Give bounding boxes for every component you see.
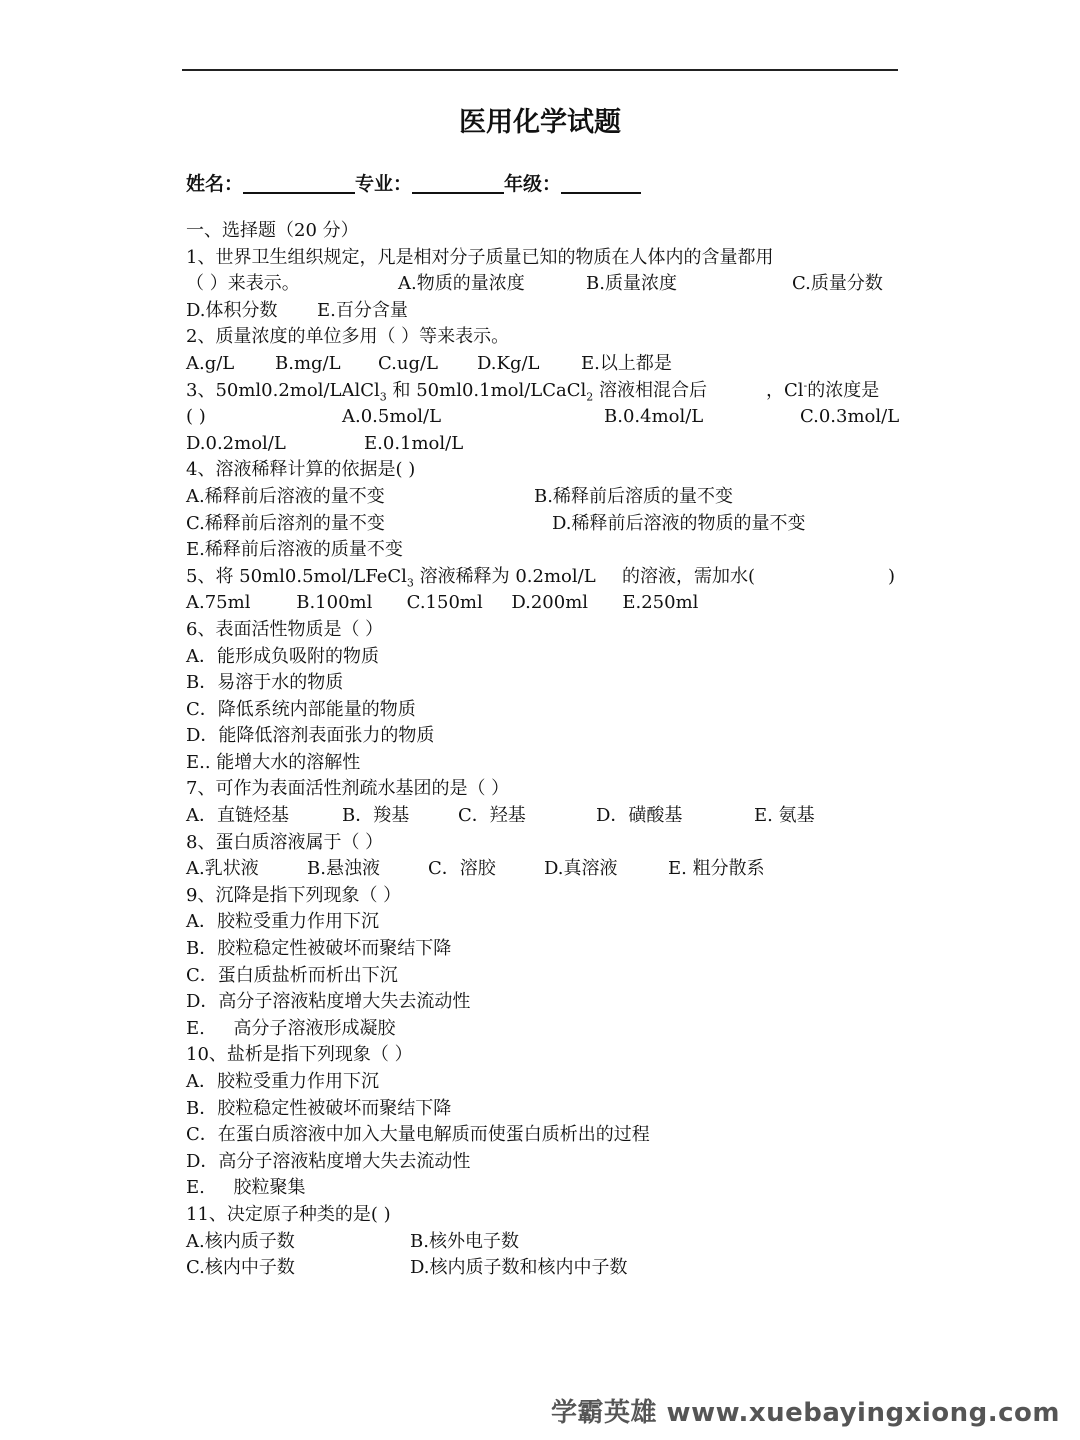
q10-option-c: C．在蛋白质溶液中加入大量电解质而使蛋白质析出的过程 [186, 1124, 650, 1146]
section-heading: 一、选择题（20 分） [186, 220, 359, 241]
q11-option-c: C.核内中子数 [186, 1257, 295, 1279]
q2-option-d: D.Kg/L [477, 352, 540, 374]
q3-text-1: 3、50ml0.2mol/LAlCl [186, 379, 380, 401]
q9-option-e: E. 高分子溶液形成凝胶 [186, 1017, 396, 1039]
q2-stem: 2、质量浓度的单位多用（ ）等来表示。 [186, 326, 510, 348]
q4-option-a: A.稀释前后溶液的量不变 [186, 485, 385, 507]
q1-option-c: C.质量分数 [792, 273, 883, 295]
q2-options [186, 351, 898, 378]
q1-stem-cont: （ ）来表示。 [186, 273, 300, 295]
q1-stem: 1、世界卫生组织规定，凡是相对分子质量已知的物质在人体内的含量都用 [186, 246, 774, 268]
q9-option-d: D．高分子溶液粘度增大失去流动性 [186, 991, 471, 1013]
q2-option-c: C.ug/L [378, 352, 438, 374]
student-info [186, 169, 641, 196]
q3-option-d: D.0.2mol/L [186, 432, 286, 454]
q5-close-paren: ) [888, 565, 896, 587]
q1-line3 [186, 298, 898, 325]
q5-subscript: 3 [406, 576, 414, 590]
q9-stem: 9、沉降是指下列现象（ ） [186, 884, 402, 906]
q8-option-a: A.乳状液 [186, 858, 259, 880]
q3-stem-text [186, 378, 707, 405]
q10-stem: 10、盐析是指下列现象（ ） [186, 1044, 413, 1066]
q9-option-a: A．胶粒受重力作用下沉 [186, 911, 379, 933]
q1-option-b: B.质量浓度 [586, 273, 677, 295]
q4-option-e: E.稀释前后溶液的质量不变 [186, 539, 403, 561]
q1-option-d: D.体积分数 [186, 299, 278, 321]
q2-option-b: B.mg/L [275, 352, 341, 374]
q8-option-d: D.真溶液 [544, 858, 618, 880]
q3-line3 [186, 431, 898, 458]
q1-option-a: A.物质的量浓度 [398, 273, 525, 295]
q1-line2 [186, 271, 898, 298]
exam-body [186, 218, 898, 1282]
q3-option-c: C.0.3mol/L [800, 406, 900, 428]
q3-paren: ( ) [186, 406, 206, 428]
name-field[interactable] [243, 172, 355, 194]
q4-option-d: D.稀释前后溶液的物质的量不变 [552, 512, 806, 534]
q3-text-2: 和 50ml0.1mol/LCaCl [386, 379, 587, 401]
q11-option-b: B.核外电子数 [410, 1230, 519, 1252]
q6-option-a: A．能形成负吸附的物质 [186, 645, 379, 667]
q11-line1 [186, 1229, 898, 1256]
major-label: 专业： [355, 173, 413, 195]
page-title: 医用化学试题 [459, 107, 621, 138]
grade-field[interactable] [561, 172, 641, 194]
q5-text-2: 溶液稀释为 0.2mol/L [413, 565, 596, 587]
q10-option-a: A．胶粒受重力作用下沉 [186, 1071, 379, 1092]
q4-option-b: B.稀释前后溶质的量不变 [534, 485, 733, 507]
q6-option-d: D．能降低溶剂表面张力的物质 [186, 725, 435, 747]
q7-options [186, 803, 898, 830]
top-rule [182, 69, 898, 71]
q6-option-e: E.. 能增大水的溶解性 [186, 751, 361, 773]
q2-option-a: A.g/L [186, 352, 235, 374]
q6-option-b: B．易溶于水的物质 [186, 672, 344, 694]
q3-subscript-1: 3 [379, 390, 387, 404]
q10-option-b: B．胶粒稳定性被破坏而聚结下降 [186, 1097, 452, 1119]
name-label: 姓名： [186, 173, 244, 195]
q8-option-b: B.悬浊液 [307, 858, 380, 880]
q7-option-b: B．羧基 [342, 805, 410, 827]
q3-option-a: A.0.5mol/L [342, 406, 442, 428]
q9-option-c: C．蛋白质盐析而析出下沉 [186, 964, 398, 986]
q10-option-e: E. 胶粒聚集 [186, 1177, 306, 1199]
q4-stem: 4、溶液稀释计算的依据是( ) [186, 459, 416, 481]
q5-options: A.75ml B.100ml C.150ml D.200ml E.250ml [186, 592, 699, 614]
q3-line2 [186, 404, 898, 431]
q2-option-e: E.以上都是 [581, 352, 672, 374]
site-watermark: 学霸英雄 www.xuebayingxiong.com [551, 1398, 1060, 1428]
q3-text-4: ，Cl [766, 379, 804, 401]
q7-option-d: D．磺酸基 [596, 805, 683, 827]
q3-superscript: - [803, 378, 808, 392]
q7-option-e: E. 氨基 [754, 805, 815, 827]
q3-stem [186, 378, 898, 405]
q3-option-e: E.0.1mol/L [364, 432, 464, 454]
q3-subscript-2: 2 [586, 390, 594, 404]
q8-stem: 8、蛋白质溶液属于（ ） [186, 831, 384, 853]
q5-text-1: 5、将 50ml0.5mol/LFeCl [186, 565, 407, 587]
q6-option-c: C．降低系统内部能量的物质 [186, 698, 416, 720]
q7-option-a: A．直链烃基 [186, 805, 289, 827]
q4-line1 [186, 484, 898, 511]
q8-option-e: E. 粗分散系 [668, 858, 765, 880]
q3-text-5: 的浓度是 [807, 379, 880, 401]
q8-options [186, 856, 898, 883]
q10-option-d: D．高分子溶液粘度增大失去流动性 [186, 1150, 471, 1172]
q4-option-c: C.稀释前后溶剂的量不变 [186, 512, 385, 534]
q3-stem-tail [766, 378, 879, 405]
q7-stem: 7、可作为表面活性剂疏水基团的是（ ） [186, 778, 510, 800]
q11-stem: 11、决定原子种类的是( ) [186, 1203, 391, 1225]
q9-option-b: B．胶粒稳定性被破坏而聚结下降 [186, 938, 452, 960]
major-field[interactable] [412, 172, 504, 194]
q5-stem-text [186, 564, 596, 591]
q11-option-d: D.核内质子数和核内中子数 [410, 1257, 628, 1279]
grade-label: 年级： [504, 173, 562, 195]
q1-option-e: E.百分含量 [317, 299, 408, 321]
q5-text-3: 的溶液，需加水( [622, 565, 756, 587]
q11-line2 [186, 1255, 898, 1282]
q3-text-3: 溶液相混合后 [593, 379, 708, 401]
q7-option-c: C．羟基 [458, 805, 526, 827]
q11-option-a: A.核内质子数 [186, 1230, 295, 1252]
q4-line2 [186, 511, 898, 538]
q6-stem: 6、表面活性物质是（ ） [186, 618, 384, 640]
q3-option-b: B.0.4mol/L [604, 406, 704, 428]
q5-stem [186, 564, 898, 591]
q8-option-c: C．溶胶 [428, 858, 496, 880]
